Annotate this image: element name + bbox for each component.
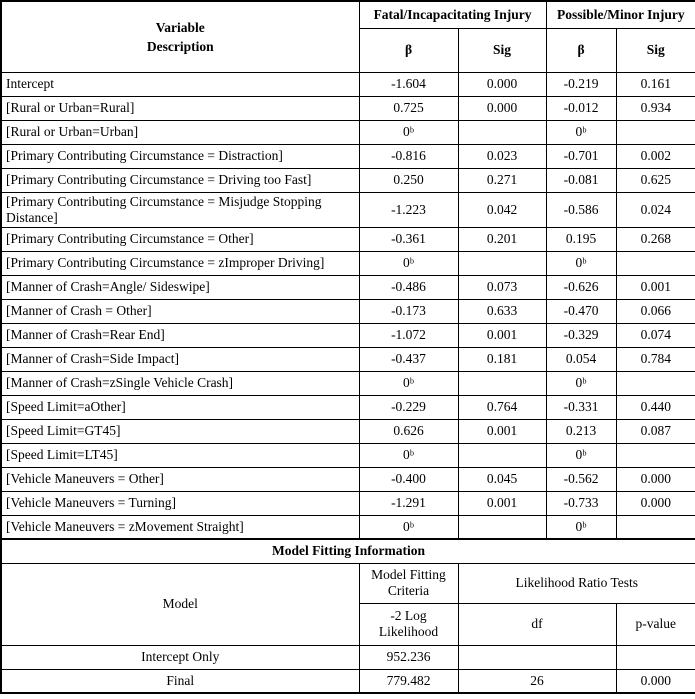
beta-minor-cell: -0.626 <box>546 275 616 299</box>
beta-fatal-cell: 0.725 <box>359 96 458 120</box>
variable-cell: [Primary Contributing Circumstance = Other] <box>1 227 359 251</box>
variable-cell: [Primary Contributing Circumstance = Driving too Fast] <box>1 168 359 192</box>
fatal-injury-group-header: Fatal/Incapacitating Injury <box>359 1 546 28</box>
beta-fatal-cell: 0ᵇ <box>359 251 458 275</box>
variable-cell: [Manner of Crash=Angle/ Sideswipe] <box>1 275 359 299</box>
sig-fatal-cell <box>458 371 546 395</box>
sig-fatal-cell: 0.000 <box>458 72 546 96</box>
likelihood-ratio-tests-header: Likelihood Ratio Tests <box>458 563 695 603</box>
variable-cell: [Primary Contributing Circumstance = zImproper Driving] <box>1 251 359 275</box>
table-row <box>1 419 695 443</box>
table-row <box>1 299 695 323</box>
sig-minor-cell <box>616 371 695 395</box>
p-value-header: p-value <box>616 603 695 645</box>
sig-fatal-cell: 0.042 <box>458 192 546 227</box>
beta-fatal-cell: 0.626 <box>359 419 458 443</box>
variable-rows <box>1 72 695 539</box>
beta-fatal-cell: -0.173 <box>359 299 458 323</box>
table-row <box>1 168 695 192</box>
table-row <box>1 72 695 96</box>
beta-minor-cell: -0.733 <box>546 491 616 515</box>
sig-fatal-cell: 0.001 <box>458 419 546 443</box>
beta-fatal-cell: -0.486 <box>359 275 458 299</box>
beta-minor-cell: -0.562 <box>546 467 616 491</box>
df-header: df <box>458 603 616 645</box>
beta-fatal-header: β <box>359 28 458 72</box>
beta-minor-cell: 0ᵇ <box>546 251 616 275</box>
table-row <box>1 371 695 395</box>
log-likelihood-cell: 952.236 <box>359 645 458 669</box>
beta-minor-cell: -0.219 <box>546 72 616 96</box>
table-row <box>1 120 695 144</box>
sig-fatal-cell: 0.000 <box>458 96 546 120</box>
sig-fatal-cell: 0.001 <box>458 323 546 347</box>
beta-fatal-cell: 0ᵇ <box>359 515 458 539</box>
sig-fatal-cell: 0.764 <box>458 395 546 419</box>
table-row <box>1 347 695 371</box>
table-row <box>1 443 695 467</box>
variable-cell: [Manner of Crash=zSingle Vehicle Crash] <box>1 371 359 395</box>
sig-minor-header: Sig <box>616 28 695 72</box>
sig-fatal-cell <box>458 120 546 144</box>
beta-minor-cell: 0ᵇ <box>546 515 616 539</box>
sig-fatal-cell: 0.045 <box>458 467 546 491</box>
variable-cell: [Vehicle Maneuvers = Turning] <box>1 491 359 515</box>
variable-cell: [Vehicle Maneuvers = zMovement Straight] <box>1 515 359 539</box>
beta-minor-cell: -0.470 <box>546 299 616 323</box>
df-cell: 26 <box>458 669 616 693</box>
sig-fatal-cell: 0.073 <box>458 275 546 299</box>
beta-fatal-cell: -0.229 <box>359 395 458 419</box>
model-name-cell: Final <box>1 669 359 693</box>
beta-fatal-cell: -0.361 <box>359 227 458 251</box>
sig-minor-cell: 0.066 <box>616 299 695 323</box>
sig-minor-cell <box>616 251 695 275</box>
beta-minor-cell: 0ᵇ <box>546 120 616 144</box>
table-row <box>1 491 695 515</box>
sig-fatal-cell: 0.271 <box>458 168 546 192</box>
sig-minor-cell: 0.934 <box>616 96 695 120</box>
sig-fatal-cell: 0.201 <box>458 227 546 251</box>
beta-fatal-cell: -1.291 <box>359 491 458 515</box>
sig-minor-cell: 0.001 <box>616 275 695 299</box>
sig-minor-cell: 0.625 <box>616 168 695 192</box>
model-fitting-title: Model Fitting Information <box>1 539 695 563</box>
beta-fatal-cell: 0ᵇ <box>359 371 458 395</box>
sig-minor-cell: 0.784 <box>616 347 695 371</box>
beta-fatal-cell: -0.816 <box>359 144 458 168</box>
beta-minor-cell: -0.701 <box>546 144 616 168</box>
beta-minor-cell: 0.195 <box>546 227 616 251</box>
beta-minor-cell: 0ᵇ <box>546 443 616 467</box>
table-row <box>1 467 695 491</box>
variable-cell: [Primary Contributing Circumstance = Distraction] <box>1 144 359 168</box>
variable-header-line1: Variable <box>155 19 205 35</box>
table-row <box>1 96 695 120</box>
model-column-header: Model <box>1 563 359 645</box>
sig-minor-cell: 0.000 <box>616 491 695 515</box>
log-likelihood-header: -2 Log Likelihood <box>359 603 458 645</box>
table-header <box>1 1 695 72</box>
variable-cell: [Rural or Urban=Urban] <box>1 120 359 144</box>
beta-fatal-cell: -0.437 <box>359 347 458 371</box>
log-likelihood-cell: 779.482 <box>359 669 458 693</box>
minor-injury-group-header: Possible/Minor Injury <box>546 1 695 28</box>
beta-minor-cell: 0ᵇ <box>546 371 616 395</box>
beta-fatal-cell: -1.072 <box>359 323 458 347</box>
beta-fatal-cell: 0ᵇ <box>359 443 458 467</box>
table-row <box>1 515 695 539</box>
sig-minor-cell: 0.024 <box>616 192 695 227</box>
sig-fatal-cell: 0.001 <box>458 491 546 515</box>
sig-minor-cell: 0.087 <box>616 419 695 443</box>
variable-cell: [Vehicle Maneuvers = Other] <box>1 467 359 491</box>
sig-fatal-cell: 0.633 <box>458 299 546 323</box>
sig-minor-cell <box>616 443 695 467</box>
table-row <box>1 275 695 299</box>
p-value-cell <box>616 645 695 669</box>
model-fitting-criteria-header: Model Fitting Criteria <box>359 563 458 603</box>
sig-fatal-cell <box>458 515 546 539</box>
beta-fatal-cell: -0.400 <box>359 467 458 491</box>
sig-minor-cell <box>616 515 695 539</box>
variable-cell: [Speed Limit=LT45] <box>1 443 359 467</box>
variable-cell: [Speed Limit=aOther] <box>1 395 359 419</box>
sig-minor-cell: 0.268 <box>616 227 695 251</box>
variable-cell: [Manner of Crash=Side Impact] <box>1 347 359 371</box>
sig-fatal-cell: 0.023 <box>458 144 546 168</box>
variable-header-line2: Description <box>146 38 214 54</box>
beta-minor-cell: 0.213 <box>546 419 616 443</box>
df-cell <box>458 645 616 669</box>
beta-fatal-cell: 0ᵇ <box>359 120 458 144</box>
table-row <box>1 323 695 347</box>
sig-fatal-cell <box>458 443 546 467</box>
variable-cell: [Manner of Crash=Rear End] <box>1 323 359 347</box>
table-row <box>1 669 695 693</box>
sig-minor-cell <box>616 120 695 144</box>
table-row <box>1 227 695 251</box>
sig-fatal-header: Sig <box>458 28 546 72</box>
beta-fatal-cell: -1.223 <box>359 192 458 227</box>
beta-fatal-cell: -1.604 <box>359 72 458 96</box>
variable-description-header <box>1 1 359 72</box>
p-value-cell: 0.000 <box>616 669 695 693</box>
sig-minor-cell: 0.440 <box>616 395 695 419</box>
sig-minor-cell: 0.161 <box>616 72 695 96</box>
sig-minor-cell: 0.002 <box>616 144 695 168</box>
variable-cell: Intercept <box>1 72 359 96</box>
table-row <box>1 395 695 419</box>
sig-fatal-cell <box>458 251 546 275</box>
beta-minor-cell: -0.012 <box>546 96 616 120</box>
table-row <box>1 251 695 275</box>
variable-cell: [Rural or Urban=Rural] <box>1 96 359 120</box>
beta-minor-cell: -0.586 <box>546 192 616 227</box>
table-row <box>1 144 695 168</box>
beta-fatal-cell: 0.250 <box>359 168 458 192</box>
sig-fatal-cell: 0.181 <box>458 347 546 371</box>
sig-minor-cell: 0.074 <box>616 323 695 347</box>
model-name-cell: Intercept Only <box>1 645 359 669</box>
beta-minor-cell: 0.054 <box>546 347 616 371</box>
sig-minor-cell: 0.000 <box>616 467 695 491</box>
variable-cell: [Primary Contributing Circumstance = Misjudge Stopping Distance] <box>1 192 359 227</box>
beta-minor-cell: -0.081 <box>546 168 616 192</box>
beta-minor-cell: -0.331 <box>546 395 616 419</box>
table-row <box>1 645 695 669</box>
table-row <box>1 192 695 227</box>
beta-minor-header: β <box>546 28 616 72</box>
variable-cell: [Manner of Crash = Other] <box>1 299 359 323</box>
variable-cell: [Speed Limit=GT45] <box>1 419 359 443</box>
model-fitting-section <box>1 539 695 693</box>
beta-minor-cell: -0.329 <box>546 323 616 347</box>
